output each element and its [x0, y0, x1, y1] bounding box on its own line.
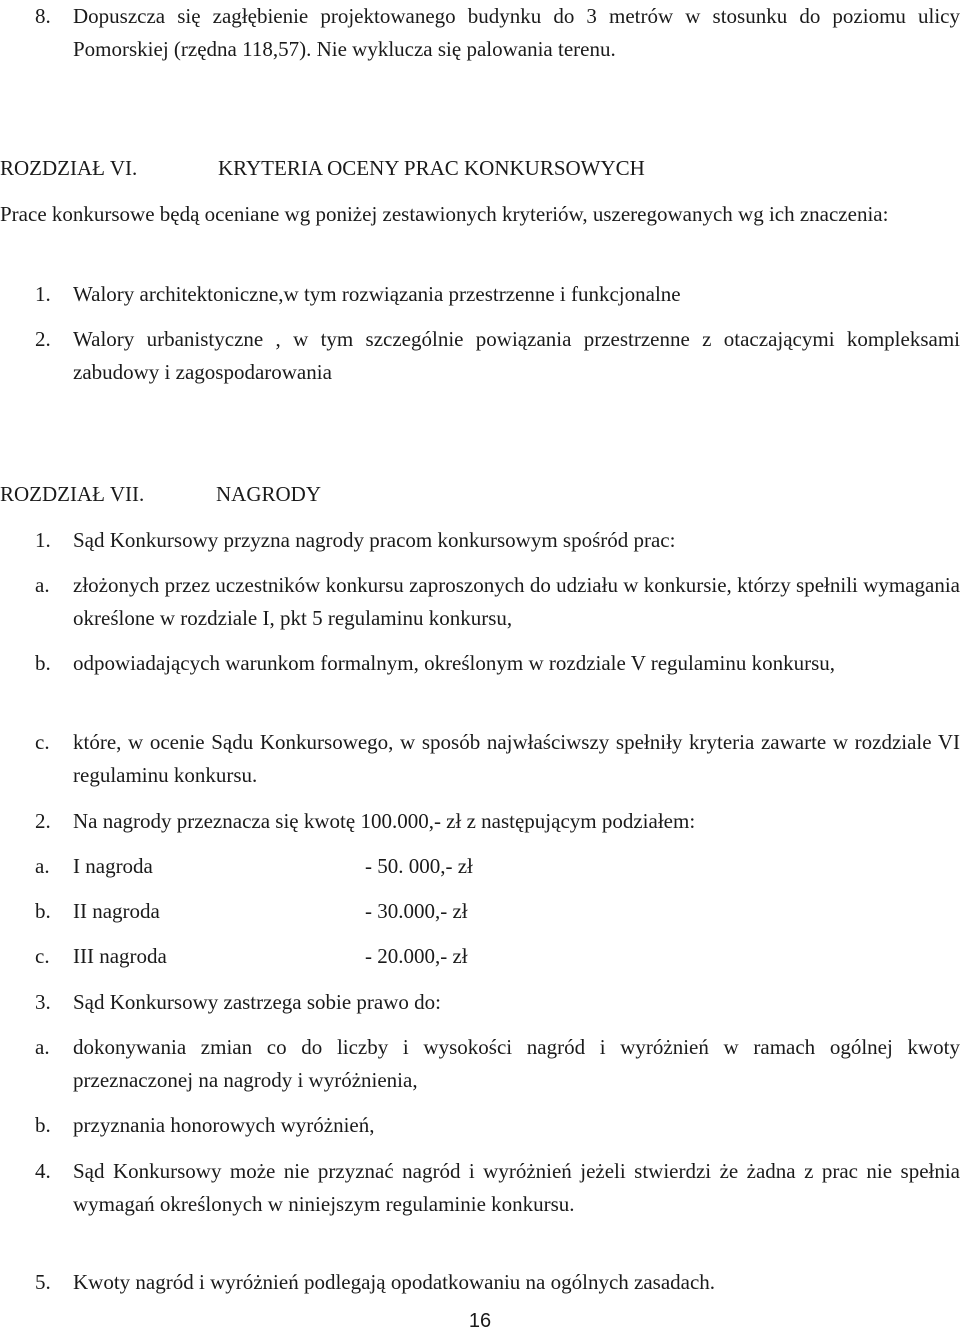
- list-text: Walory urbanistyczne , w tym szczególnie powiązania przestrzenne z otaczającymi kompleksami zabudowy i zagospodarowania: [73, 327, 960, 384]
- list-text: Dopuszcza się zagłębienie projektowanego budynku do 3 metrów w stosunku do poziomu ulicy Pomorskiej (rzędna 118,57). Nie wyklucza się palowania terenu.: [73, 4, 960, 61]
- prize-row-1: [35, 850, 473, 883]
- list-marker: a.: [35, 854, 50, 878]
- prize-amount: - 30.000,- zł: [365, 899, 468, 923]
- list-marker: b.: [35, 651, 51, 675]
- rule-item-1: [35, 524, 960, 557]
- rule-subitem-1c: [35, 726, 960, 792]
- list-marker: c.: [35, 730, 50, 754]
- rule-subitem-3b: [35, 1109, 960, 1142]
- list-marker: 3.: [35, 990, 51, 1014]
- rule-item-2: [35, 805, 960, 838]
- criterion-item-2: [35, 323, 960, 389]
- chapter-number: ROZDZIAŁ VII.: [0, 482, 145, 506]
- prize-row-3: [35, 940, 468, 973]
- chapter-heading-vi: [0, 152, 960, 185]
- list-marker: 2.: [35, 809, 51, 833]
- chapter-title: NAGRODY: [216, 482, 321, 506]
- list-item-8: [35, 0, 960, 66]
- list-text: Walory architektoniczne,w tym rozwiązania przestrzenne i funkcjonalne: [73, 282, 681, 306]
- list-marker: b.: [35, 899, 51, 923]
- chapter-heading-vii: [0, 478, 960, 511]
- list-text: Sąd Konkursowy przyzna nagrody pracom konkursowym spośród prac:: [73, 528, 676, 552]
- prize-name: II nagroda: [73, 899, 160, 923]
- list-text: złożonych przez uczestników konkursu zaproszonych do udziału w konkursie, którzy spełnili wymagania określone w rozdziale I, pkt 5 regulaminu konkursu,: [73, 573, 960, 630]
- list-text: które, w ocenie Sądu Konkursowego, w sposób najwłaściwszy spełniły kryteria zawarte w rozdziale VI regulaminu konkursu.: [73, 730, 960, 787]
- list-text: Sąd Konkursowy zastrzega sobie prawo do:: [73, 990, 441, 1014]
- list-marker: 2.: [35, 327, 51, 351]
- list-marker: 1.: [35, 528, 51, 552]
- page-number: 16: [468, 1310, 492, 1332]
- list-marker: 5.: [35, 1270, 51, 1294]
- list-marker: 8.: [35, 4, 51, 28]
- list-marker: a.: [35, 1035, 50, 1059]
- list-marker: 1.: [35, 282, 51, 306]
- rule-subitem-1b: [35, 647, 960, 680]
- chapter-intro: Prace konkursowe będą oceniane wg poniżej zestawionych kryteriów, uszeregowanych wg ich znaczenia:: [0, 202, 889, 226]
- list-marker: c.: [35, 944, 50, 968]
- prize-amount: - 50. 000,- zł: [365, 854, 473, 878]
- rule-subitem-1a: [35, 569, 960, 635]
- rule-item-4: [35, 1155, 960, 1221]
- prize-amount: - 20.000,- zł: [365, 944, 468, 968]
- list-text: przyznania honorowych wyróżnień,: [73, 1113, 375, 1137]
- list-marker: b.: [35, 1113, 51, 1137]
- rule-subitem-3a: [35, 1031, 960, 1097]
- chapter-title: KRYTERIA OCENY PRAC KONKURSOWYCH: [218, 156, 645, 180]
- list-text: dokonywania zmian co do liczby i wysokości nagród i wyróżnień w ramach ogólnej kwoty przeznaczonej na nagrody i wyróżnienia,: [73, 1035, 960, 1092]
- criterion-item-1: [35, 278, 960, 311]
- list-text: odpowiadających warunkom formalnym, określonym w rozdziale V regulaminu konkursu,: [73, 651, 836, 675]
- list-marker: a.: [35, 573, 50, 597]
- list-text: Sąd Konkursowy może nie przyznać nagród i wyróżnień jeżeli stwierdzi że żadna z prac nie spełnia wymagań określonych w niniejszym regulaminie konkursu.: [73, 1159, 960, 1216]
- list-marker: 4.: [35, 1159, 51, 1183]
- list-text: Na nagrody przeznacza się kwotę 100.000,- zł z następującym podziałem:: [73, 809, 696, 833]
- prize-name: I nagroda: [73, 854, 153, 878]
- list-text: Kwoty nagród i wyróżnień podlegają opodatkowaniu na ogólnych zasadach.: [73, 1270, 716, 1294]
- rule-item-3: [35, 986, 960, 1019]
- rule-item-5: [35, 1266, 960, 1299]
- prize-name: III nagroda: [73, 944, 167, 968]
- chapter-number: ROZDZIAŁ VI.: [0, 156, 138, 180]
- prize-row-2: [35, 895, 468, 928]
